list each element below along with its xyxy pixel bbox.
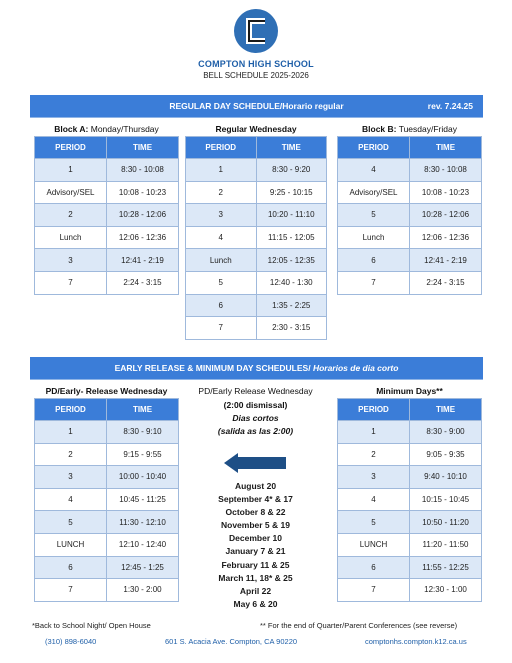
date-item: January 7 & 21	[225, 546, 286, 557]
period-cell: Lunch	[338, 226, 410, 249]
period-cell: 6	[186, 294, 257, 317]
block-b-table	[337, 136, 482, 295]
time-cell: 9:15 - 9:55	[107, 443, 179, 466]
mid-dias-cortos: Dias cortos	[232, 413, 279, 423]
time-cell: 8:30 - 9:20	[256, 159, 327, 182]
block-a-title: Block A: Monday/Thursday	[54, 124, 159, 134]
mid-salida: (salida as las 2:00)	[217, 426, 294, 436]
table-row	[338, 466, 482, 489]
time-cell: 1:30 - 2:00	[107, 579, 179, 602]
arrow-left-icon	[224, 453, 286, 473]
mid-title: PD/Early Release Wednesday	[198, 386, 313, 396]
period-cell: 4	[35, 488, 107, 511]
table-row	[338, 488, 482, 511]
minimum-days-title: Minimum Days**	[376, 386, 443, 396]
table-row	[35, 181, 179, 204]
logo-letter-mark	[243, 17, 269, 45]
footnote-quarter-conferences: ** For the end of Quarter/Parent Conferences (see reverse)	[260, 621, 458, 630]
period-cell: Lunch	[35, 226, 107, 249]
period-cell: 2	[186, 181, 257, 204]
table-row	[35, 533, 179, 556]
table-row	[186, 271, 327, 294]
time-cell: 11:30 - 12:10	[107, 511, 179, 534]
table-row	[186, 294, 327, 317]
table-row	[338, 204, 482, 227]
time-cell: 2:24 - 3:15	[107, 271, 179, 294]
date-item: September 4* & 17	[218, 494, 293, 505]
table-row	[35, 488, 179, 511]
time-cell: 2:30 - 3:15	[256, 317, 327, 340]
period-cell: 3	[186, 204, 257, 227]
time-cell: 11:55 - 12:25	[410, 556, 482, 579]
period-cell: 5	[338, 204, 410, 227]
table-row	[35, 466, 179, 489]
period-cell: 1	[35, 421, 107, 444]
period-header: PERIOD	[338, 137, 410, 159]
date-item: August 20	[234, 481, 277, 491]
phone-number: (310) 898-6040	[45, 637, 97, 646]
pd-early-release-title: PD/Early- Release Wednesday	[45, 386, 168, 396]
time-cell: 2:24 - 3:15	[410, 271, 482, 294]
period-cell: 5	[35, 511, 107, 534]
table-row	[338, 533, 482, 556]
period-cell: 6	[35, 556, 107, 579]
period-cell: 3	[338, 466, 410, 489]
block-a-table	[34, 136, 179, 295]
minimum-days-table	[337, 398, 482, 602]
period-cell: 4	[338, 159, 410, 182]
time-cell: 10:15 - 10:45	[410, 488, 482, 511]
period-cell: 6	[338, 556, 410, 579]
table-row	[338, 556, 482, 579]
period-cell: 4	[338, 488, 410, 511]
table-row	[338, 443, 482, 466]
date-item: March 11, 18* & 25	[218, 572, 293, 583]
table-row	[35, 249, 179, 272]
table-row	[35, 204, 179, 227]
time-header: TIME	[256, 137, 327, 159]
time-cell: 10:28 - 12:06	[410, 204, 482, 227]
time-cell: 10:20 - 11:10	[256, 204, 327, 227]
time-cell: 10:28 - 12:06	[107, 204, 179, 227]
table-row	[35, 421, 179, 444]
time-cell: 10:50 - 11:20	[410, 511, 482, 534]
table-row	[338, 511, 482, 534]
period-cell: Advisory/SEL	[35, 181, 107, 204]
time-cell: 9:25 - 10:15	[256, 181, 327, 204]
time-cell: 11:15 - 12:05	[256, 226, 327, 249]
table-row	[35, 159, 179, 182]
date-item: May 6 & 20	[233, 598, 278, 609]
period-cell: 2	[35, 204, 107, 227]
time-header: TIME	[107, 137, 179, 159]
time-cell: 12:41 - 2:19	[107, 249, 179, 272]
early-release-banner	[30, 357, 483, 379]
time-cell: 12:06 - 12:36	[410, 226, 482, 249]
period-cell: 7	[186, 317, 257, 340]
time-cell: 8:30 - 10:08	[410, 159, 482, 182]
time-cell: 12:40 - 1:30	[256, 271, 327, 294]
period-header: PERIOD	[338, 399, 410, 421]
early-banner-title: EARLY RELEASE & MINIMUM DAY SCHEDULES/ Horarios de dia corto	[114, 363, 399, 373]
table-row	[338, 579, 482, 602]
time-cell: 11:20 - 11:50	[410, 533, 482, 556]
school-logo	[234, 9, 278, 53]
period-cell: LUNCH	[338, 533, 410, 556]
period-cell: 1	[35, 159, 107, 182]
footnote-back-to-school: *Back to School Night/ Open House	[32, 621, 151, 630]
period-cell: 2	[35, 443, 107, 466]
block-b-title: Block B: Tuesday/Friday	[362, 124, 457, 134]
time-cell: 9:40 - 10:10	[410, 466, 482, 489]
time-cell: 12:45 - 1:25	[107, 556, 179, 579]
revision-label: rev. 7.24.25	[427, 101, 473, 111]
period-cell: 6	[338, 249, 410, 272]
date-item: October 8 & 22	[225, 507, 286, 518]
table-row	[35, 226, 179, 249]
pd-early-release-table	[34, 398, 179, 602]
time-cell: 10:00 - 10:40	[107, 466, 179, 489]
table-row	[186, 226, 327, 249]
period-header: PERIOD	[35, 137, 107, 159]
period-cell: 5	[338, 511, 410, 534]
period-cell: 2	[338, 443, 410, 466]
table-row	[338, 271, 482, 294]
date-item: April 22	[239, 585, 272, 596]
table-row	[186, 317, 327, 340]
mid-dismissal: (2:00 dismissal)	[223, 400, 288, 410]
regular-banner-title: REGULAR DAY SCHEDULE/Horario regular	[169, 101, 344, 111]
school-address: 601 S. Acacia Ave. Compton, CA 90220	[165, 637, 298, 646]
regular-schedule-banner	[30, 95, 483, 117]
period-cell: 7	[35, 579, 107, 602]
time-cell: 12:41 - 2:19	[410, 249, 482, 272]
time-cell: 12:06 - 12:36	[107, 226, 179, 249]
period-cell: 3	[35, 249, 107, 272]
time-cell: 8:30 - 10:08	[107, 159, 179, 182]
school-name: COMPTON HIGH SCHOOL	[198, 59, 314, 69]
period-cell: 4	[186, 226, 257, 249]
period-header: PERIOD	[35, 399, 107, 421]
period-cell: Lunch	[186, 249, 257, 272]
period-cell: 7	[338, 271, 410, 294]
table-row	[35, 511, 179, 534]
time-cell: 8:30 - 9:00	[410, 421, 482, 444]
period-cell: 1	[186, 159, 257, 182]
table-row	[35, 443, 179, 466]
period-cell: Advisory/SEL	[338, 181, 410, 204]
time-header: TIME	[410, 399, 482, 421]
time-cell: 10:45 - 11:25	[107, 488, 179, 511]
period-cell: 1	[338, 421, 410, 444]
table-row	[338, 249, 482, 272]
table-row	[186, 249, 327, 272]
time-cell: 8:30 - 9:10	[107, 421, 179, 444]
regular-wednesday-table	[185, 136, 327, 340]
period-cell: 7	[338, 579, 410, 602]
school-website[interactable]: comptonhs.compton.k12.ca.us	[365, 637, 467, 646]
date-item: December 10	[229, 533, 282, 544]
table-row	[338, 181, 482, 204]
time-header: TIME	[410, 137, 482, 159]
period-cell: 5	[186, 271, 257, 294]
time-cell: 1:35 - 2:25	[256, 294, 327, 317]
table-row	[338, 159, 482, 182]
time-cell: 10:08 - 10:23	[107, 181, 179, 204]
period-cell: 3	[35, 466, 107, 489]
period-cell: LUNCH	[35, 533, 107, 556]
table-row	[186, 204, 327, 227]
table-row	[338, 421, 482, 444]
period-cell: 7	[35, 271, 107, 294]
time-header: TIME	[107, 399, 179, 421]
table-row	[35, 579, 179, 602]
table-row	[35, 556, 179, 579]
time-cell: 9:05 - 9:35	[410, 443, 482, 466]
early-release-dates	[184, 480, 327, 611]
date-item: February 11 & 25	[221, 559, 290, 570]
date-item: November 5 & 19	[221, 520, 290, 531]
schedule-subtitle: BELL SCHEDULE 2025-2026	[203, 71, 309, 80]
time-cell: 12:30 - 1:00	[410, 579, 482, 602]
time-cell: 12:05 - 12:35	[256, 249, 327, 272]
table-row	[35, 271, 179, 294]
table-row	[186, 181, 327, 204]
period-header: PERIOD	[186, 137, 257, 159]
time-cell: 12:10 - 12:40	[107, 533, 179, 556]
regular-wednesday-title: Regular Wednesday	[215, 124, 297, 134]
time-cell: 10:08 - 10:23	[410, 181, 482, 204]
table-row	[186, 159, 327, 182]
table-row	[338, 226, 482, 249]
